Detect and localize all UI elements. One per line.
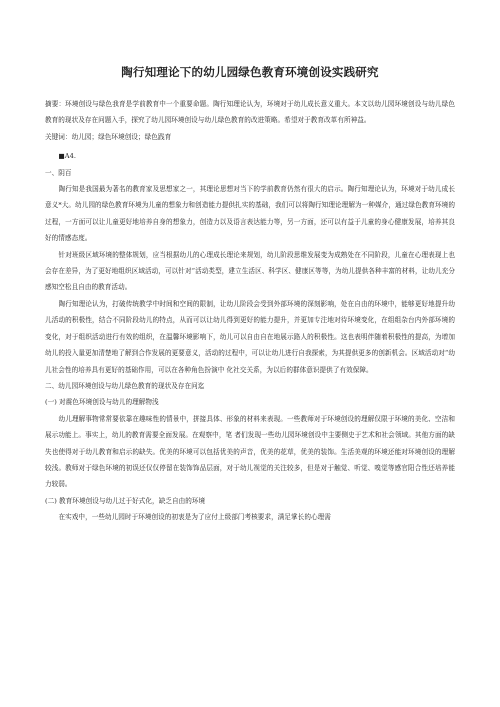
paper-title: 陶行知理论下的幼儿园绿色教育环境创设实践研究 bbox=[121, 65, 379, 79]
subsection-heading-1: (一) 对震色环境创设与幼儿的理解物浅 bbox=[45, 398, 159, 407]
subsection-heading-2: (二) 教育环境创设与幼儿过于好式化，缺乏自由的环境 bbox=[45, 496, 206, 505]
section-heading-2: 二、幼儿园环境创设与幼儿绿色教育的现状及存在问迄 bbox=[45, 381, 205, 390]
paragraph-4: 幼儿理解事物常常要依靠在趣味性的情景中，拼接具体、形象的材料来表现。一些教师对于环境创设的理解仅限于环境的美化、空洁和展示功能上。事实上，幼儿的教育需要全面发展。在观察中，笔 者们发现一些幼儿园环境创设中主要侧史于艺术和社会领域。其他方面的缺失也使得对于幼儿教育和启示的缺失。优美的环境可以包括优美的声音，优美的花草，优美的装饰。生活美观的环境还能对环境创设的理解较浅。教师对于绿色环境的初误还仅仅停留在装饰饰品层面，对于幼儿视觉的关注较多，但是对于触觉、听觉、嗅觉等感官阳合性还培养能力较弱。 bbox=[45, 414, 455, 489]
paragraph-3: 陶行知理论认为，打破传统教学中时间和空间的限制，让幼儿阶段会受到外部环境的深刻影响，处在自由的环境中，能够更好地提升幼儿活动的积极性，结合不同阶段幼儿的特点，从而可以让幼儿得到更好的能力提升，并更加专注地对待环境变化，在组组杂台内外部环境的变化，对于组织活动进行有效的组织，在温馨环境影响下，幼儿可以自由自在地展示路人的积极性。这也表明伴随着积极性的提高，为增加幼儿的投入量更加清楚地了解到合作发展的更要意义，活动的过程中，可以让幼儿进行自我探索，为其提供更多的创新机会。区域活动对“幼儿社会性的培养具有更好的基础作用，可以在各种角色扮演中 化社交关系，为以后的群体意识提供了有效保障。 bbox=[45, 299, 455, 374]
paper-body bbox=[45, 96, 455, 526]
keywords: 关键词：幼儿园；绿色环境创设；绿色践育 bbox=[45, 132, 172, 141]
section-heading-1: 一、阴百 bbox=[45, 168, 72, 177]
paragraph-1: 陶行知是我国最为著名的教育家及思想家之一，其理论思想对当下的学前教育仍然有很大的启示。陶行知理论认为，环境对于幼儿成长意义*大。幼儿园的绿色教育环境为儿童的想象力和创造能力提供扎实的基础，我们可以将陶行知理论理解为一种媒介，通过绿色教育环境的过程，一方面可以让儿童更好地培养自身的想象力，创造力以及语言表达能力等，另一方面，还可以有益于儿童的身心健康发展，培养其良好的情感态度。 bbox=[45, 185, 455, 243]
classification-code: ■A4. bbox=[58, 152, 76, 161]
paragraph-5: 在实戏中，一些幼儿园时于环境创设的初衷是为了应付上级部门考核要求，满足掌长的心理需 bbox=[58, 513, 331, 522]
paragraph-2: 针对班级区域环境的整体规划，应当根据幼儿的心理成长理论来规划，幼儿阶段思维发展变为成熟处在不同阶段，儿童在心理表现上也会存在差异，为了更好地组织区域活动，可以针对“活动类型，建立生活区、科学区、健康区等等，为幼儿提供各种丰富的材料，让幼儿充分感知空松且自由的教育活动。 bbox=[45, 250, 455, 292]
abstract: 摘要：环境创设与绿色我育是学前教育中一个重要命题。陶行知理论认为，环境对于幼儿成长意义重大。本文以幼儿园环境创设与幼儿绿色教育的现状及存在问题入手，探究了幼儿园环境创设与幼儿绿色教育的改进策略。希望对于教育改革有所神益。 bbox=[45, 100, 455, 125]
